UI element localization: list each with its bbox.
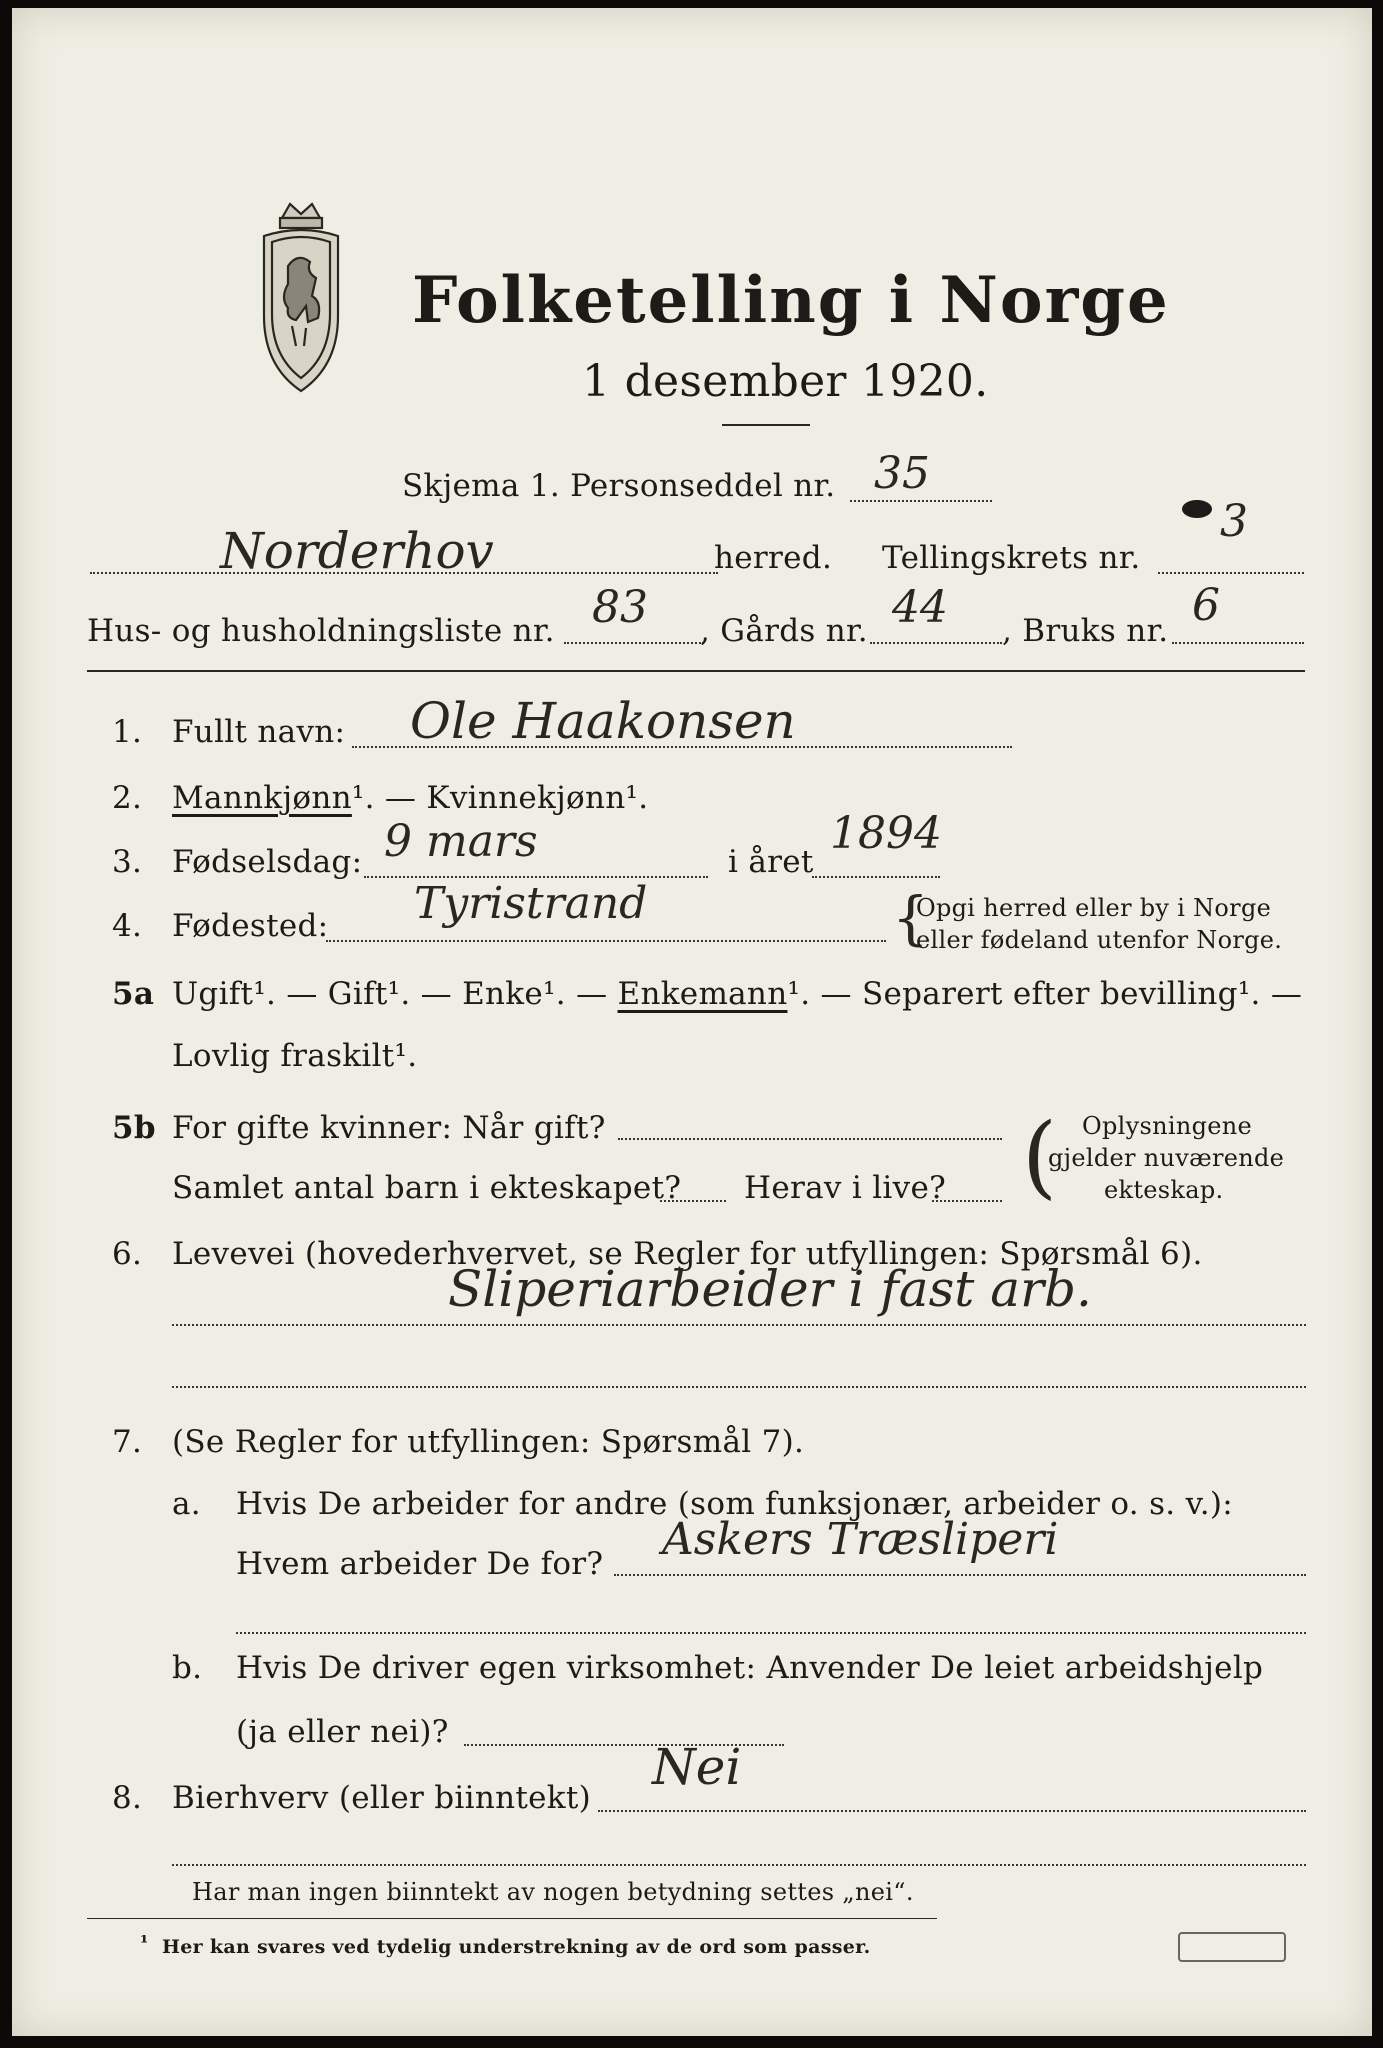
q8-answer[interactable]: Nei	[652, 1738, 742, 1796]
q6-label: Levevei (hovederhvervet, se Regler for utfyllingen: Spørsmål 6).	[172, 1236, 1203, 1272]
q8-field-line-2	[172, 1864, 1306, 1866]
herred-label: herred.	[714, 540, 833, 576]
bruks-field-line	[1172, 642, 1304, 644]
census-date: 1 desember 1920.	[582, 356, 989, 407]
q7a-field-line-2	[236, 1632, 1306, 1634]
q3-year-label: i året	[728, 844, 814, 880]
q4-field-line	[326, 940, 886, 942]
q5b-line1: For gifte kvinner: Når gift?	[172, 1110, 606, 1146]
q2-options	[172, 780, 648, 816]
bruks-label: , Bruks nr.	[1002, 613, 1169, 649]
q4-number: 4.	[112, 908, 143, 944]
personseddel-field-line	[850, 500, 992, 502]
census-form-page	[12, 8, 1372, 2036]
tellingskrets-field-line	[1158, 572, 1304, 574]
tellingskrets-nr[interactable]: 3	[1220, 496, 1248, 547]
q2-number: 2.	[112, 780, 143, 816]
q3-number: 3.	[112, 844, 143, 880]
q5b-alive-label: Herav i live?	[744, 1170, 947, 1206]
q4-label: Fødested:	[172, 908, 329, 944]
footer-note: Har man ingen biinntekt av nogen betydning settes „nei“.	[192, 1878, 914, 1906]
personseddel-nr[interactable]: 35	[874, 448, 930, 499]
household-list-nr[interactable]: 83	[592, 582, 648, 633]
q6-occupation[interactable]: Sliperiarbeider i fast arb.	[448, 1260, 1092, 1318]
footnote-text: Her kan svares ved tydelig understrekning av de ord som passer.	[162, 1936, 871, 1958]
header-divider	[87, 670, 1305, 672]
q5b-note-line2: gjelder nuværende	[1048, 1144, 1285, 1172]
q7a-line2: Hvem arbeider De for?	[236, 1546, 604, 1582]
q7-number: 7.	[112, 1424, 143, 1460]
q1-full-name[interactable]: Ole Haakonsen	[410, 692, 796, 750]
q8-number: 8.	[112, 1780, 143, 1816]
q7a-line1: Hvis De arbeider for andre (som funksjonær, arbeider o. s. v.):	[236, 1486, 1234, 1522]
q5b-alive-field-line	[932, 1200, 1002, 1202]
q5b-married-field-line	[618, 1138, 1002, 1140]
q5a-number: 5a	[112, 976, 155, 1012]
bruks-nr[interactable]: 6	[1192, 580, 1220, 631]
q1-number: 1.	[112, 714, 143, 750]
q3-birth-day[interactable]: 9 mars	[384, 816, 538, 867]
q4-note-line2: eller fødeland utenfor Norge.	[916, 926, 1283, 954]
herred-name[interactable]: Norderhov	[220, 522, 494, 580]
household-list-field-line	[564, 642, 704, 644]
ink-blot	[1182, 500, 1212, 518]
q7b-letter: b.	[172, 1650, 203, 1686]
q2-male-option[interactable]: Mannkjønn	[172, 780, 352, 816]
q4-birthplace[interactable]: Tyristrand	[414, 878, 648, 929]
q5b-note-brace: (	[1022, 1104, 1058, 1209]
q2-separator: ¹. —	[351, 780, 417, 816]
gards-field-line	[870, 642, 1002, 644]
q3-year-field-line	[812, 876, 940, 878]
q1-label: Fullt navn:	[172, 714, 346, 750]
gards-label: , Gårds nr.	[700, 613, 868, 649]
q5a-marked-option[interactable]: Enkemann	[617, 976, 788, 1012]
q5b-note-line3: ekteskap.	[1104, 1176, 1224, 1204]
q7a-field-line	[614, 1574, 1306, 1576]
q7a-employer[interactable]: Askers Træsliperi	[662, 1514, 1059, 1565]
q5a-options-part2[interactable]: ¹. — Separert efter bevilling¹. —	[787, 976, 1303, 1012]
q5b-children-label: Samlet antal barn i ekteskapet?	[172, 1170, 682, 1206]
q3-label: Fødselsdag:	[172, 844, 363, 880]
q5b-children-field-line	[660, 1200, 726, 1202]
q5a-options	[172, 976, 1302, 1012]
q7b-line1: Hvis De driver egen virksomhet: Anvender De leiet arbeidshjelp	[236, 1650, 1264, 1686]
q6-number: 6.	[112, 1236, 143, 1272]
q5a-options-part1[interactable]: Ugift¹. — Gift¹. — Enke¹. —	[172, 976, 618, 1012]
q8-label: Bierhverv (eller biinntekt)	[172, 1780, 592, 1816]
q8-field-line	[598, 1810, 1306, 1812]
footnote-divider	[87, 1918, 937, 1919]
footnote-mark: ¹	[140, 1932, 149, 1954]
q5b-note-line1: Oplysningene	[1082, 1112, 1253, 1140]
q4-note-brace: {	[892, 884, 929, 952]
q6-field-line-2	[172, 1386, 1306, 1388]
q6-field-line-1	[172, 1324, 1306, 1326]
title-divider	[722, 424, 810, 426]
q2-female-option[interactable]: Kvinnekjønn¹.	[426, 780, 649, 816]
tellingskrets-label: Tellingskrets nr.	[882, 540, 1141, 576]
q3-birth-year[interactable]: 1894	[830, 808, 942, 859]
q7-label: (Se Regler for utfyllingen: Spørsmål 7).	[172, 1424, 805, 1460]
q7b-line2: (ja eller nei)?	[236, 1714, 449, 1750]
schema-label: Skjema 1. Personseddel nr.	[402, 468, 836, 504]
household-list-label: Hus- og husholdningsliste nr.	[87, 613, 555, 649]
coat-of-arms-icon	[252, 196, 350, 396]
form-title: Folketelling i Norge	[412, 263, 1170, 338]
q7a-letter: a.	[172, 1486, 201, 1522]
printer-stamp	[1178, 1932, 1286, 1962]
gards-nr[interactable]: 44	[892, 582, 948, 633]
q4-note-line1: Opgi herred eller by i Norge	[916, 894, 1272, 922]
q5b-number: 5b	[112, 1110, 156, 1146]
q5a-line2[interactable]: Lovlig fraskilt¹.	[172, 1038, 418, 1074]
